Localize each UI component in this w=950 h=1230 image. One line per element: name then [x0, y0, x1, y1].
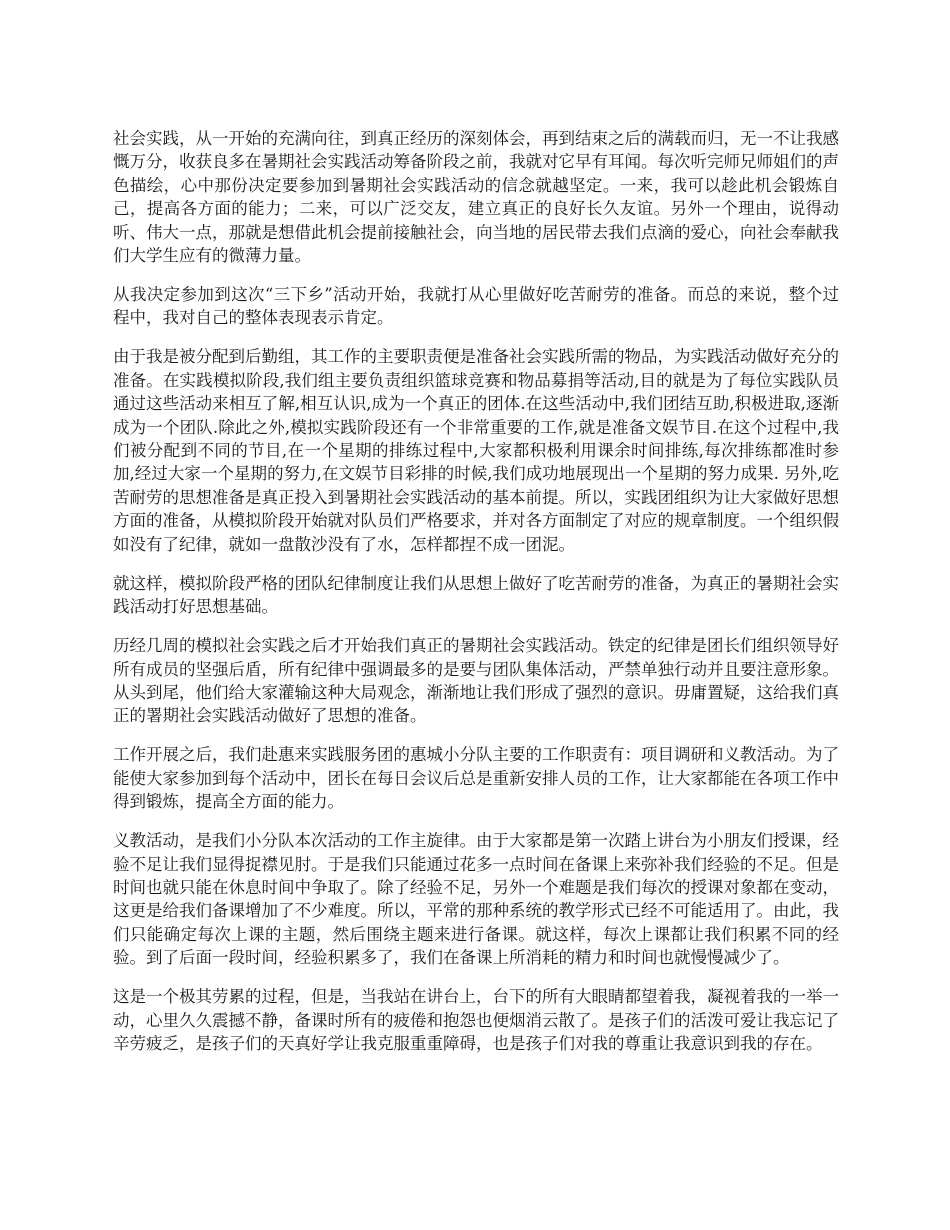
- paragraph-7: 义教活动，是我们小分队本次活动的工作主旋律。由于大家都是第一次踏上讲台为小朋友们授课，经验不足让我们显得捉襟见肘。于是我们只能通过花多一点时间在备课上来弥补我们经验的不足。但是时间也就只能在休息时间中争取了。除了经验不足，另外一个难题是我们每次的授课对象都在变动，这更是给我们备课增加了不少难度。所以，平常的那种系统的教学形式已经不可能适用了。由此，我们只能确定每次上课的主题，然后围绕主题来进行备课。就这样，每次上课都让我们积累不同的经验。到了后面一段时间，经验积累多了，我们在备课上所消耗的精力和时间也就慢慢减少了。: [113, 831, 839, 968]
- paragraph-3: 由于我是被分配到后勤组，其工作的主要职责便是准备社会实践所需的物品，为实践活动做好充分的准备。在实践模拟阶段,我们组主要负责组织篮球竞赛和物品募捐等活动,目的就是为了每位实践队员通过这些活动来相互了解,相互认识,成为一个真正的团体.在这些活动中,我们团结互助,积极进取,逐渐成为一个团队.除此之外,模拟实践阶段还有一个非常重要的工作,就是准备文娱节目.在这个过程中,我们被分配到不同的节目,在一个星期的排练过程中,大家都积极利用课余时间排练,每次排练都准时参加,经过大家一个星期的努力,在文娱节目彩排的时候,我们成功地展现出一个星期的努力成果. 另外,吃苦耐劳的思想准备是真正投入到暑期社会实践活动的基本前提。所以，实践团组织为让大家做好思想方面的准备，从模拟阶段开始就对队员们严格要求，并对各方面制定了对应的规章制度。一个组织假如没有了纪律，就如一盘散沙没有了水，怎样都捏不成一团泥。: [113, 347, 839, 554]
- paragraph-2: 从我决定参加到这次“三下乡”活动开始，我就打从心里做好吃苦耐劳的准备。而总的来说，整个过程中，我对自己的整体表现表示肯定。: [113, 285, 839, 328]
- paragraph-4: 就这样，模拟阶段严格的团队纪律制度让我们从思想上做好了吃苦耐劳的准备，为真正的暑期社会实践活动打好思想基础。: [113, 573, 839, 617]
- paragraph-1: 社会实践，从一开始的充满向往，到真正经历的深刻体会，再到结束之后的满载而归，无一不让我感慨万分，收获良多在暑期社会实践活动筹备阶段之前，我就对它早有耳闻。每次听完师兄师姐们的声色描绘，心中那份决定要参加到暑期社会实践活动的信念就越坚定。一来，我可以趁此机会锻炼自己，提高各方面的能力；二来，可以广泛交友，建立真正的良好长久友谊。另外一个理由，说得动听、伟大一点，那就是想借此机会提前接触社会，向当地的居民带去我们点滴的爱心，向社会奉献我们大学生应有的微薄力量。: [113, 129, 839, 266]
- paragraph-5: 历经几周的模拟社会实践之后才开始我们真正的暑期社会实践活动。铁定的纪律是团长们组织领导好所有成员的坚强后盾，所有纪律中强调最多的是要与团队集体活动，严禁单独行动并且要注意形象。从头到尾，他们给大家灌输这种大局观念，渐渐地让我们形成了强烈的意识。毋庸置疑，这给我们真正的署期社会实践活动做好了思想的准备。: [113, 636, 839, 726]
- document-body: [113, 127, 839, 1071]
- paragraph-6: 工作开展之后，我们赴惠来实践服务团的惠城小分队主要的工作职责有：项目调研和义教活动。为了能使大家参加到每个活动中，团长在每日会议后总是重新安排人员的工作，让大家都能在各项工作中得到锻炼，提高全方面的能力。: [113, 745, 839, 812]
- paragraph-8: 这是一个极其劳累的过程，但是，当我站在讲台上，台下的所有大眼睛都望着我，凝视着我的一举一动，心里久久震撼不静，备课时所有的疲倦和抱怨也便烟消云散了。是孩子们的活泼可爱让我忘记了辛劳疲乏，是孩子们的天真好学让我克服重重障碍，也是孩子们对我的尊重让我意识到我的存在。: [113, 987, 839, 1053]
